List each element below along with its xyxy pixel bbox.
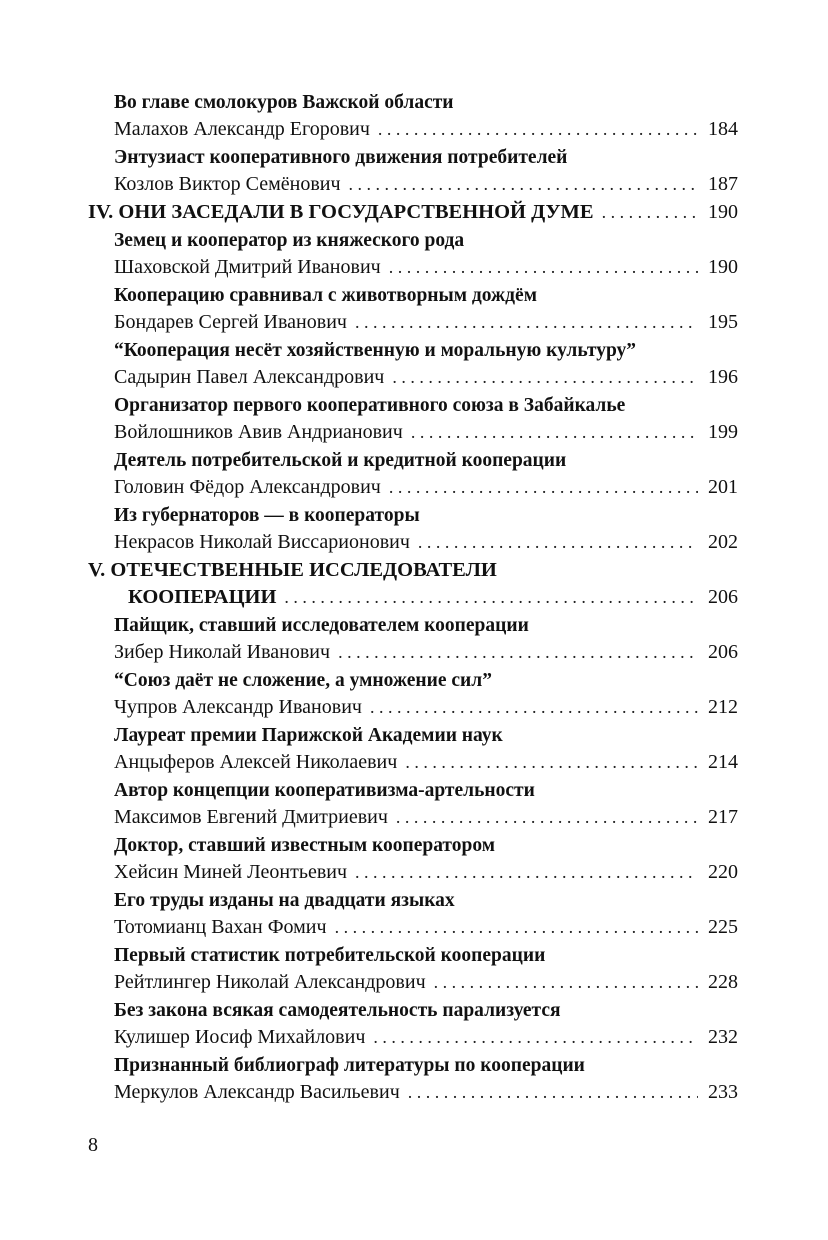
leader-dots <box>284 584 698 611</box>
leader-dots <box>355 309 698 336</box>
leader-dots <box>396 804 698 831</box>
toc-section-heading: V. ОТЕЧЕСТВЕННЫЕ ИССЛЕДОВАТЕЛИ <box>88 559 497 581</box>
toc-entry-author: Головин Фёдор Александрович . . . 201 <box>88 474 738 501</box>
leader-dots <box>405 749 698 776</box>
leader-dots <box>349 171 698 198</box>
leader-dots <box>602 199 698 226</box>
page-ref: 190 <box>708 201 738 223</box>
toc-entry-author: Шаховской Дмитрий Иванович . . . 190 <box>88 254 738 281</box>
leader-dots <box>389 254 698 281</box>
page-ref: 220 <box>708 861 738 883</box>
toc-entry-author: Малахов Александр Егорович . . . 184 <box>88 116 738 143</box>
page-ref: 206 <box>708 586 738 608</box>
page-ref: 233 <box>708 1081 738 1103</box>
leader-dots <box>373 1024 698 1051</box>
leader-dots <box>370 694 698 721</box>
toc-entry-author: Чупров Александр Иванович . . . 212 <box>88 694 738 721</box>
leader-dots <box>392 364 698 391</box>
toc-entry-title: Доктор, ставший известным кооператором <box>114 835 496 856</box>
toc-entry-author: Тотомианц Вахан Фомич . . . 225 <box>88 914 738 941</box>
page-ref: 206 <box>708 641 738 663</box>
toc-entry-author: Садырин Павел Александрович . . . 196 <box>88 364 738 391</box>
page-ref: 217 <box>708 806 738 828</box>
page-ref: 190 <box>708 256 738 278</box>
toc-entry-title: Первый статистик потребительской кооперации <box>114 945 546 966</box>
toc-entry-author: Рейтлингер Николай Александрович . . . 228 <box>88 969 738 996</box>
leader-dots <box>335 914 698 941</box>
toc-entry-author: Хейсин Миней Леонтьевич . . . 220 <box>88 859 738 886</box>
toc-entry-title: Энтузиаст кооперативного движения потребителей <box>114 147 568 168</box>
page-ref: 195 <box>708 311 738 333</box>
page-ref: 199 <box>708 421 738 443</box>
toc-entry-author: Некрасов Николай Виссарионович . . . 202 <box>88 529 738 556</box>
toc-entry-title: Организатор первого кооперативного союза в Забайкалье <box>114 395 626 416</box>
leader-dots <box>378 116 698 143</box>
page-ref: 225 <box>708 916 738 938</box>
page-ref: 187 <box>708 173 738 195</box>
toc-entry-title: Земец и кооператор из княжеского рода <box>114 230 465 251</box>
toc-section-heading-continued: КООПЕРАЦИИ . . . 206 <box>88 584 738 611</box>
toc-entry-title: Автор концепции кооперативизма-артельности <box>114 780 535 801</box>
toc-entry-author: Максимов Евгений Дмитриевич . . . 217 <box>88 804 738 831</box>
toc-entry-title: Во главе смолокуров Важской области <box>114 92 454 113</box>
toc-entry-author: Кулишер Иосиф Михайлович . . . 232 <box>88 1024 738 1051</box>
page-ref: 232 <box>708 1026 738 1048</box>
leader-dots <box>411 419 698 446</box>
page-ref: 214 <box>708 751 738 773</box>
page-ref: 201 <box>708 476 738 498</box>
page-ref: 202 <box>708 531 738 553</box>
toc-entry-author: Войлошников Авив Андрианович . . . 199 <box>88 419 738 446</box>
toc-entry-title: “Кооперация несёт хозяйственную и моральную культуру” <box>114 340 637 361</box>
toc-entry-title: Кооперацию сравнивал с животворным дождём <box>114 285 537 306</box>
page-ref: 212 <box>708 696 738 718</box>
toc-section-heading: IV. ОНИ ЗАСЕДАЛИ В ГОСУДАРСТВЕННОЙ ДУМЕ . . . 190 <box>88 199 738 226</box>
leader-dots <box>338 639 698 666</box>
toc-entry-title: Признанный библиограф литературы по кооперации <box>114 1055 585 1076</box>
page-ref: 196 <box>708 366 738 388</box>
toc-entry-author: Козлов Виктор Семёнович . . . 187 <box>88 171 738 198</box>
leader-dots <box>418 529 698 556</box>
toc-entry-author: Анцыферов Алексей Николаевич . . . 214 <box>88 749 738 776</box>
toc-entry-title: Его труды изданы на двадцати языках <box>114 890 455 911</box>
leader-dots <box>389 474 698 501</box>
page-ref: 228 <box>708 971 738 993</box>
toc-entry-author: Бондарев Сергей Иванович . . . 195 <box>88 309 738 336</box>
toc-entry-title: Пайщик, ставший исследователем кооперации <box>114 615 529 636</box>
toc-entry-title: Из губернаторов — в кооператоры <box>114 505 420 526</box>
toc-entry-author: Зибер Николай Иванович . . . 206 <box>88 639 738 666</box>
leader-dots <box>408 1079 698 1106</box>
page-number: 8 <box>88 1134 98 1156</box>
toc-entry-title: Деятель потребительской и кредитной кооперации <box>114 450 567 471</box>
toc-entry-title: Без закона всякая самодеятельность парализуется <box>114 1000 561 1021</box>
leader-dots <box>434 969 698 996</box>
toc-entry-author: Меркулов Александр Васильевич . . . 233 <box>88 1079 738 1106</box>
toc-entry-title: “Союз даёт не сложение, а умножение сил” <box>114 670 492 691</box>
toc-entry-title: Лауреат премии Парижской Академии наук <box>114 725 503 746</box>
page-ref: 184 <box>708 118 738 140</box>
leader-dots <box>355 859 698 886</box>
table-of-contents <box>88 88 738 1107</box>
